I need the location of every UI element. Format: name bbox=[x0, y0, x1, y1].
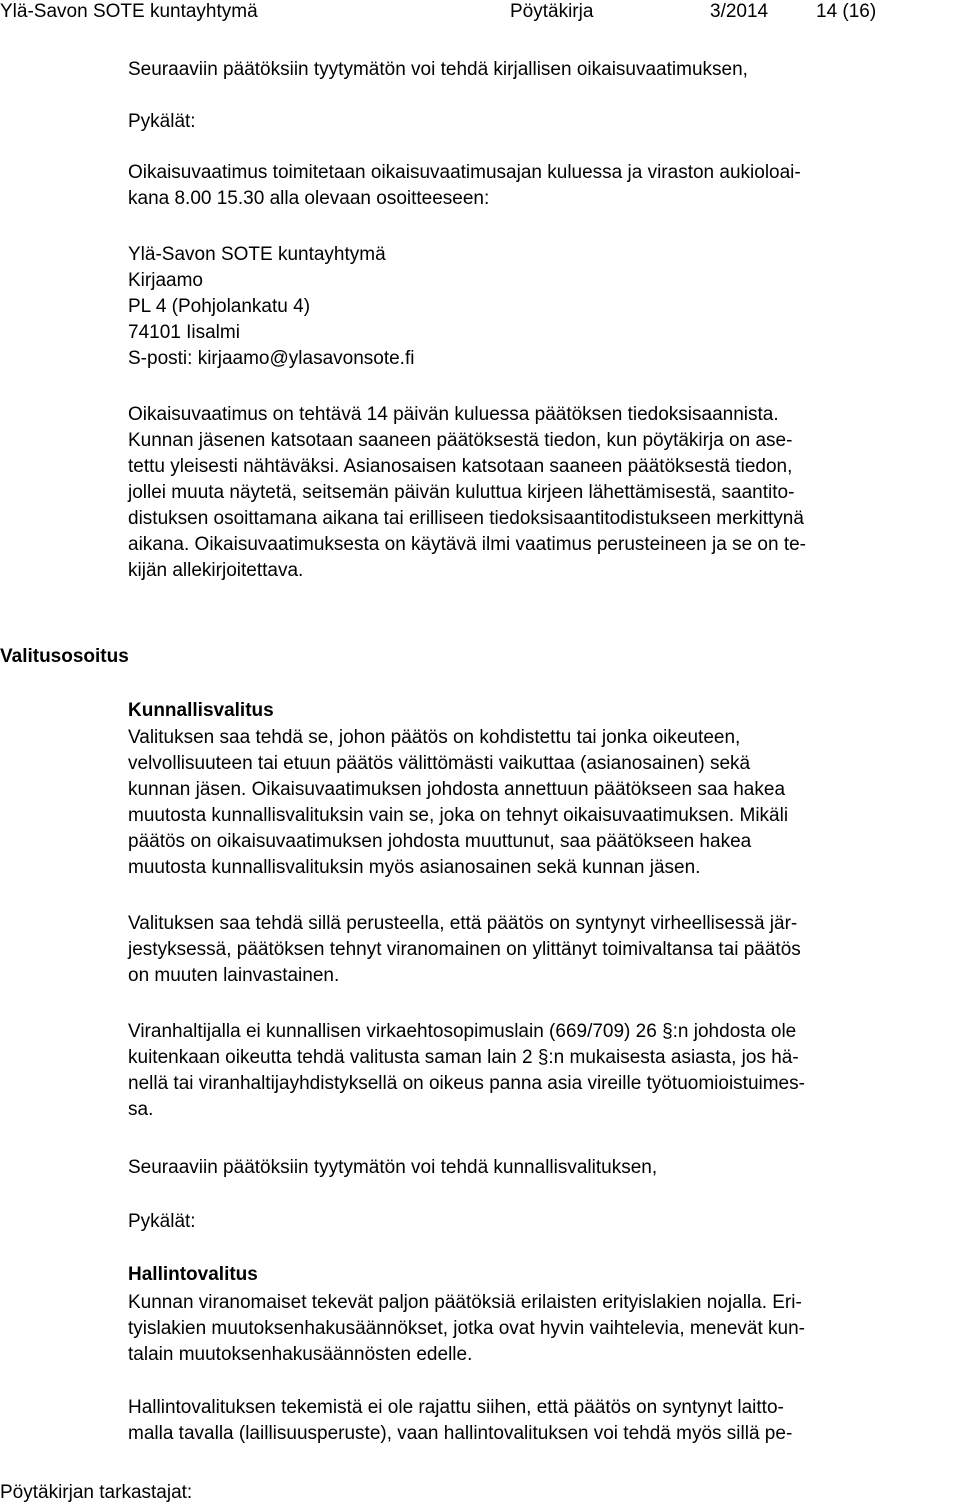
para-line: muutosta kunnallisvalituksin myös asianosainen sekä kunnan jäsen. bbox=[128, 857, 701, 878]
hallintovalitus-para2 bbox=[128, 1395, 954, 1447]
para-line: nellä tai viranhaltijayhdistyksellä on oikeus panna asia vireille työtuomioistuimes- bbox=[128, 1073, 805, 1094]
para-line: velvollisuuteen tai etuun päätös välittömästi vaikuttaa (asianosainen) sekä bbox=[128, 753, 751, 774]
rules-line: tettu yleisesti nähtäväksi. Asianosaisen katsotaan saaneen päätöksestä tiedon, bbox=[128, 456, 793, 477]
address-email: S-posti: kirjaamo@ylasavonsote.fi bbox=[128, 348, 415, 369]
para-line: päätös on oikaisuvaatimuksen johdosta muuttunut, saa päätökseen hakea bbox=[128, 831, 752, 852]
hallintovalitus-para1 bbox=[128, 1290, 954, 1368]
rules-line: jollei muuta näytetä, seitsemän päivän kuluttua kirjeen lähettämisestä, saantito- bbox=[128, 482, 795, 503]
rules-line: distuksen osoittamana aikana tai erilliseen tiedoksisaantitodistukseen merkittynä bbox=[128, 508, 804, 529]
header-number: 3/2014 bbox=[710, 1, 769, 22]
address-line: PL 4 (Pohjolankatu 4) bbox=[128, 296, 311, 317]
rules-line: kijän allekirjoitettava. bbox=[128, 560, 304, 581]
para-line: tyislakien muutoksenhakusäännökset, jotka ovat hyvin vaihtelevia, menevät kun- bbox=[128, 1318, 805, 1339]
para-line: muutosta kunnallisvalituksin vain se, joka on tehnyt oikaisuvaatimuksen. Mikäli bbox=[128, 805, 789, 826]
delivery-line: kana 8.00 15.30 alla olevaan osoitteeseen: bbox=[128, 188, 490, 209]
para-line: on muuten lainvastainen. bbox=[128, 965, 340, 986]
address-line: Ylä-Savon SOTE kuntayhtymä bbox=[128, 244, 386, 265]
rules-line: aikana. Oikaisuvaatimuksesta on käytävä ilmi vaatimus perusteineen ja se on te- bbox=[128, 534, 807, 555]
kunnallisvalitus-para3 bbox=[128, 1019, 954, 1123]
oikaisu-intro: Seuraaviin päätöksiin tyytymätön voi tehdä kirjallisen oikaisuvaatimuksen, bbox=[128, 59, 748, 80]
para-line: Valituksen saa tehdä sillä perusteella, että päätös on syntynyt virheellisessä jär- bbox=[128, 913, 798, 934]
kunnallisvalitus-para1 bbox=[128, 725, 954, 881]
para-line: Kunnan viranomaiset tekevät paljon päätöksiä erilaisten erityislakien nojalla. Eri- bbox=[128, 1292, 802, 1313]
delivery-line: Oikaisuvaatimus toimitetaan oikaisuvaatimusajan kuluessa ja viraston aukioloai- bbox=[128, 162, 801, 183]
address-line: 74101 Iisalmi bbox=[128, 322, 240, 343]
para-line: kunnan jäsen. Oikaisuvaatimuksen johdosta annettuun päätökseen saa hakea bbox=[128, 779, 786, 800]
rules-line: Kunnan jäsenen katsotaan saaneen päätöksestä tiedon, kun pöytäkirja on ase- bbox=[128, 430, 793, 451]
header-page: 14 (16) bbox=[816, 1, 877, 22]
heading-hallintovalitus: Hallintovalitus bbox=[128, 1264, 258, 1285]
header-organization: Ylä-Savon SOTE kuntayhtymä bbox=[0, 1, 258, 22]
address-line: Kirjaamo bbox=[128, 270, 203, 291]
footer-label: Pöytäkirjan tarkastajat: bbox=[0, 1482, 193, 1503]
para-line: talain muutoksenhakusäännösten edelle. bbox=[128, 1344, 473, 1365]
para-line: Valituksen saa tehdä se, johon päätös on kohdistettu tai jonka oikeuteen, bbox=[128, 727, 741, 748]
kunnallisvalitus-intro: Seuraaviin päätöksiin tyytymätön voi tehdä kunnallisvalituksen, bbox=[128, 1157, 658, 1178]
section-label-valitusosoitus: Valitusosoitus bbox=[0, 646, 129, 667]
oikaisu-delivery bbox=[128, 160, 954, 212]
oikaisu-rules bbox=[128, 402, 954, 584]
para-line: Hallintovalituksen tekemistä ei ole rajattu siihen, että päätös on syntynyt laitto- bbox=[128, 1397, 784, 1418]
kunnallisvalitus-pykalat-label: Pykälät: bbox=[128, 1211, 196, 1232]
oikaisu-pykalat-label: Pykälät: bbox=[128, 111, 196, 132]
header-doc-type: Pöytäkirja bbox=[510, 1, 594, 22]
para-line: malla tavalla (laillisuusperuste), vaan hallintovalituksen voi tehdä myös sillä pe- bbox=[128, 1423, 793, 1444]
kunnallisvalitus-para2 bbox=[128, 911, 954, 989]
heading-kunnallisvalitus: Kunnallisvalitus bbox=[128, 700, 274, 721]
rules-line: Oikaisuvaatimus on tehtävä 14 päivän kuluessa päätöksen tiedoksisaannista. bbox=[128, 404, 779, 425]
oikaisu-address bbox=[128, 242, 954, 372]
para-line: sa. bbox=[128, 1099, 154, 1120]
para-line: kuitenkaan oikeutta tehdä valitusta saman lain 2 §:n mukaisesta asiasta, jos hä- bbox=[128, 1047, 799, 1068]
para-line: Viranhaltijalla ei kunnallisen virkaehtosopimuslain (669/709) 26 §:n johdosta ole bbox=[128, 1021, 797, 1042]
para-line: jestyksessä, päätöksen tehnyt viranomainen on ylittänyt toimivaltansa tai päätös bbox=[128, 939, 801, 960]
